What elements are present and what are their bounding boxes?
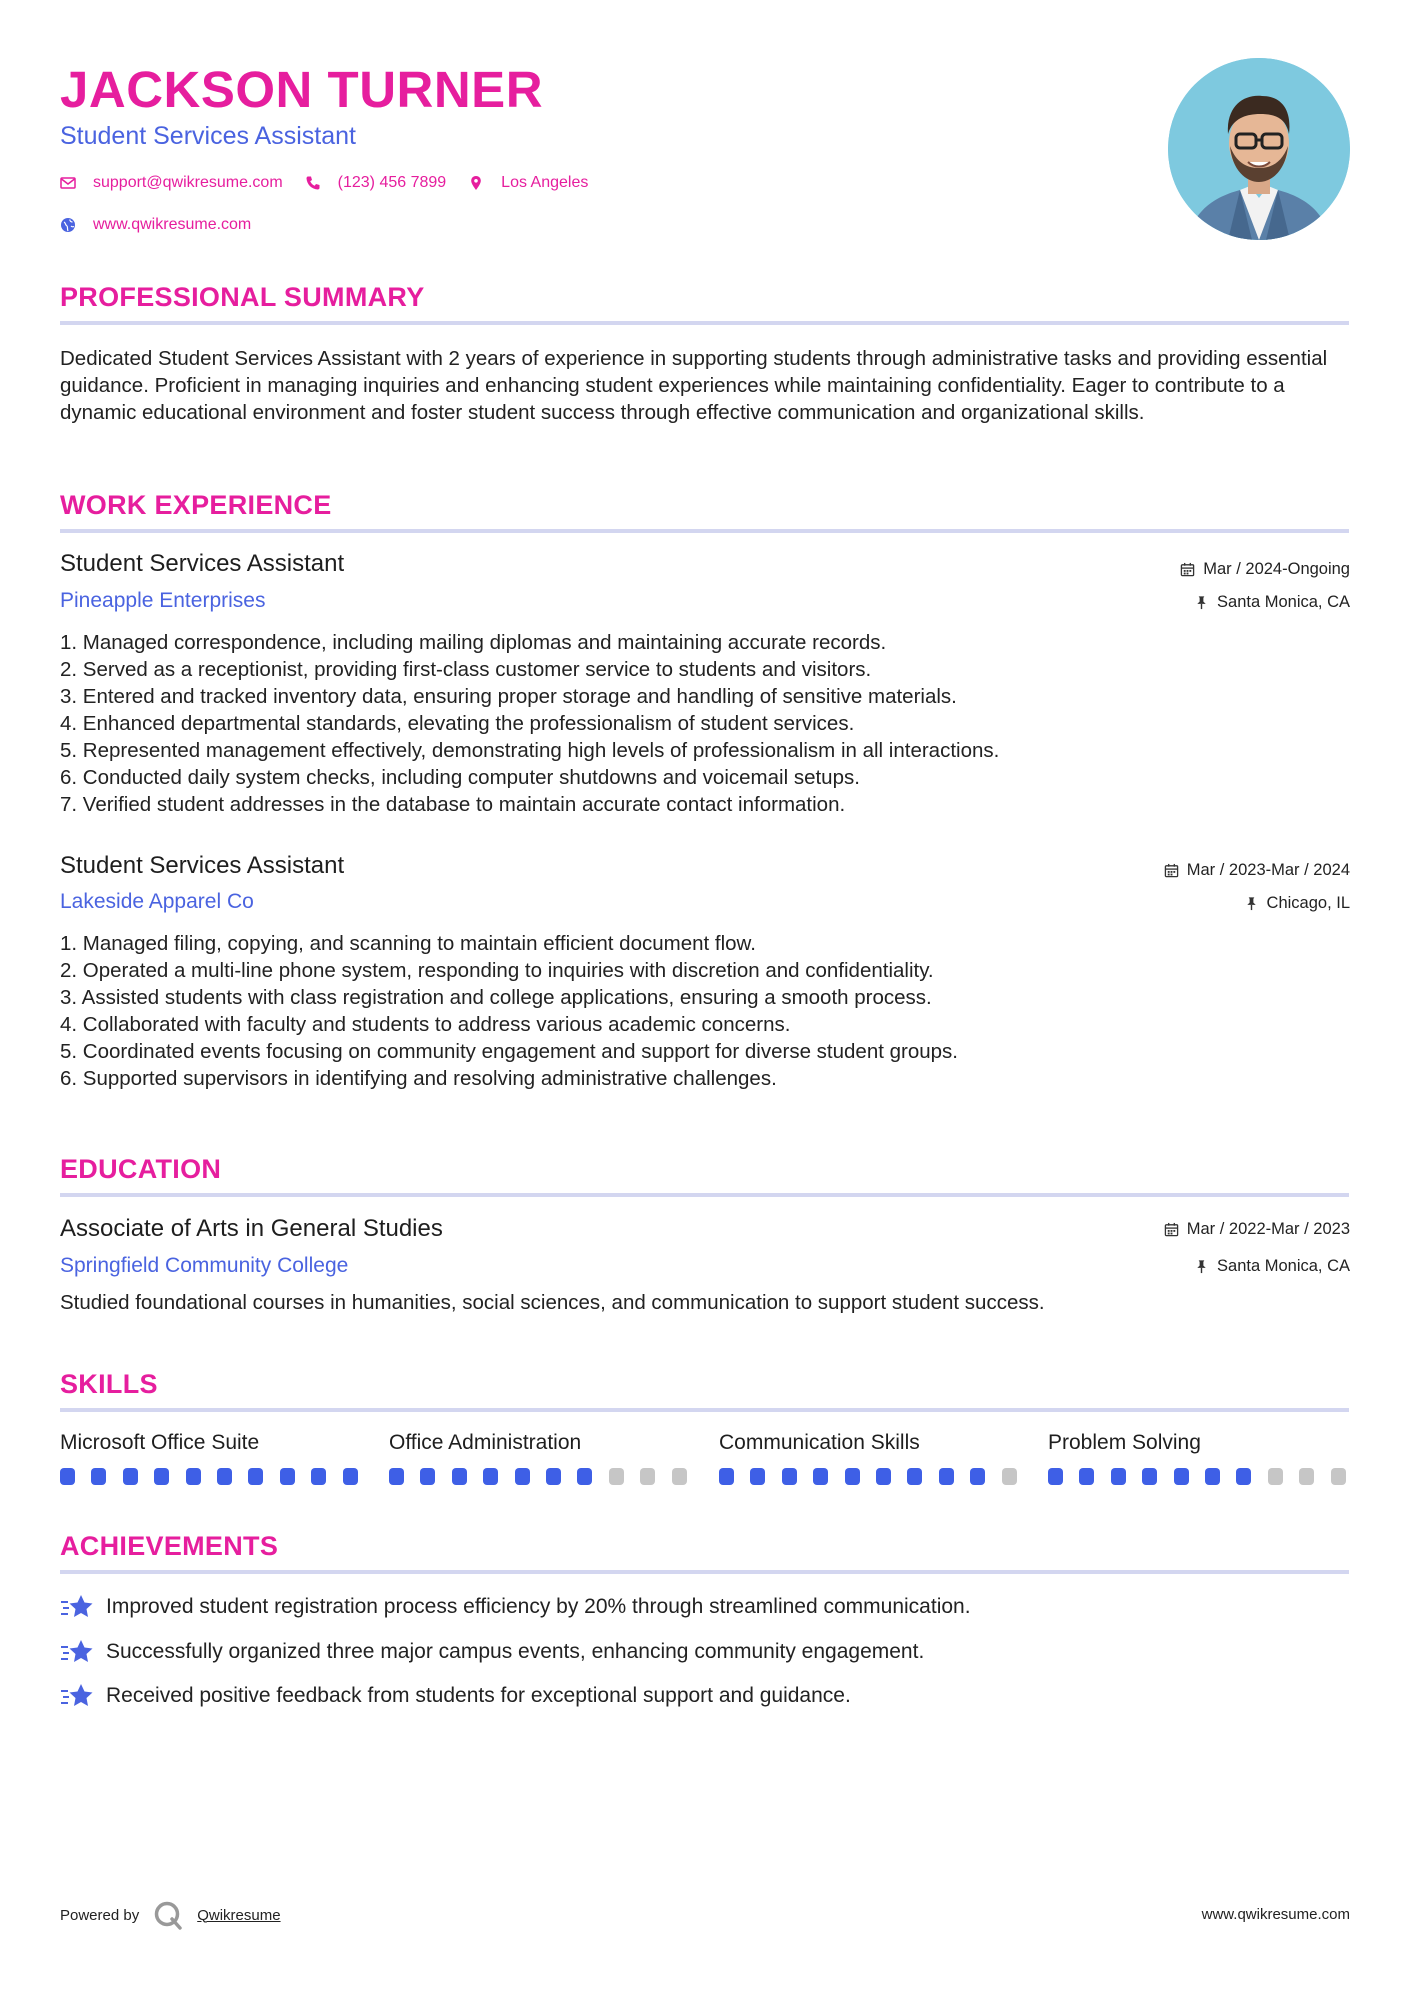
contact-phone[interactable] — [305, 174, 447, 192]
skill-dot-filled — [154, 1468, 169, 1485]
contact-row — [60, 174, 610, 192]
list-item: 6. Supported supervisors in identifying and resolving administrative challenges. — [60, 1067, 777, 1090]
globe-icon — [60, 217, 76, 233]
skill-dot-empty — [1002, 1468, 1017, 1485]
skill-dot-filled — [939, 1468, 954, 1485]
skill-dot-filled — [845, 1468, 860, 1485]
list-item: 2. Served as a receptionist, providing first-class customer service to students and visitors. — [60, 658, 872, 681]
skill-dot-filled — [452, 1468, 467, 1485]
skill-dot-filled — [750, 1468, 765, 1485]
skill-name: Problem Solving — [1048, 1431, 1201, 1454]
star-icon — [60, 1592, 94, 1622]
skill-item — [389, 1430, 689, 1456]
skill-dot-empty — [640, 1468, 655, 1485]
section-divider — [60, 1193, 1349, 1197]
dates-text: Mar / 2023-Mar / 2024 — [1186, 861, 1350, 879]
brand-link[interactable]: Qwikresume — [197, 1906, 281, 1924]
job-location — [1244, 893, 1350, 913]
skill-dot-filled — [311, 1468, 326, 1485]
calendar-icon — [1180, 562, 1195, 577]
job-dates — [1180, 559, 1350, 579]
skill-name: Microsoft Office Suite — [60, 1431, 260, 1454]
company-name: Lakeside Apparel Co — [60, 890, 254, 913]
section-title-education: EDUCATION — [60, 1154, 222, 1184]
skill-dot-filled — [1079, 1468, 1094, 1485]
list-item: 1. Managed correspondence, including mailing diplomas and maintaining accurate records. — [60, 631, 887, 654]
footer-url[interactable]: www.qwikresume.com — [1201, 1906, 1350, 1923]
skill-rating — [719, 1468, 1019, 1486]
school-name: Springfield Community College — [60, 1254, 349, 1277]
summary-text: Dedicated Student Services Assistant with 2 years of experience in supporting students through administrative tasks and providing essential guidance. Proficient in managing inquiries and enhancing student experiences while maintaining confidentiality. Eager to contribute to a dynamic educational environment and foster student success through effective communication and organizational skills. — [60, 347, 1328, 424]
education-description: Studied foundational courses in humanities, social sciences, and communication to support student success. — [60, 1291, 1045, 1314]
section-divider — [60, 529, 1349, 533]
location-text: Los Angeles — [501, 174, 589, 191]
skill-dot-filled — [248, 1468, 263, 1485]
skill-dot-filled — [60, 1468, 75, 1485]
list-item: 4. Collaborated with faculty and students to address various academic concerns. — [60, 1013, 791, 1036]
skill-dot-filled — [1111, 1468, 1126, 1485]
phone-icon — [305, 175, 321, 191]
job-bullets — [60, 629, 1350, 818]
dates-text: Mar / 2022-Mar / 2023 — [1186, 1220, 1350, 1238]
pushpin-icon — [1194, 595, 1209, 610]
skill-dot-empty — [672, 1468, 687, 1485]
skill-rating — [60, 1468, 360, 1486]
skill-name: Office Administration — [389, 1431, 582, 1454]
list-item: 5. Coordinated events focusing on community engagement and support for diverse student groups. — [60, 1040, 958, 1063]
achievement-text: Received positive feedback from students for exceptional support and guidance. — [106, 1684, 851, 1707]
skill-dot-filled — [876, 1468, 891, 1485]
candidate-name: JACKSON TURNER — [60, 61, 544, 118]
skill-dot-filled — [123, 1468, 138, 1485]
contact-row-web — [60, 216, 273, 234]
location-text: Santa Monica, CA — [1217, 1257, 1350, 1275]
section-title-skills: SKILLS — [60, 1369, 158, 1399]
contact-website[interactable] — [60, 216, 251, 234]
skill-dot-filled — [515, 1468, 530, 1485]
skill-dot-filled — [1048, 1468, 1063, 1485]
list-item: 1. Managed filing, copying, and scanning to maintain efficient document flow. — [60, 932, 756, 955]
skill-dot-filled — [782, 1468, 797, 1485]
skill-dot-filled — [91, 1468, 106, 1485]
degree-title: Associate of Arts in General Studies — [60, 1215, 443, 1242]
list-item: 4. Enhanced departmental standards, elevating the professionalism of student services. — [60, 712, 855, 735]
skill-dot-filled — [1236, 1468, 1251, 1485]
skill-dot-filled — [577, 1468, 592, 1485]
skill-dot-empty — [1299, 1468, 1314, 1485]
star-icon — [60, 1681, 94, 1711]
skill-item — [719, 1430, 1019, 1456]
contact-location — [468, 174, 588, 192]
achievement-item — [60, 1681, 851, 1711]
pushpin-icon — [1194, 1259, 1209, 1274]
section-title-summary: PROFESSIONAL SUMMARY — [60, 282, 425, 312]
qwikresume-logo-icon — [153, 1900, 183, 1930]
skill-name: Communication Skills — [719, 1431, 920, 1454]
skill-dot-filled — [970, 1468, 985, 1485]
section-title-achievements: ACHIEVEMENTS — [60, 1531, 279, 1561]
location-text: Santa Monica, CA — [1217, 593, 1350, 611]
education-location — [1194, 1256, 1350, 1276]
pushpin-icon — [1244, 896, 1259, 911]
powered-by-label: Powered by — [60, 1906, 140, 1924]
skill-rating — [1048, 1468, 1348, 1486]
phone-text: (123) 456 7899 — [337, 174, 447, 191]
job-dates — [1164, 860, 1350, 880]
section-divider — [60, 321, 1349, 325]
job-title: Student Services Assistant — [60, 852, 345, 879]
footer-powered-by — [60, 1900, 281, 1930]
company-name: Pineapple Enterprises — [60, 589, 266, 612]
skill-dot-filled — [1174, 1468, 1189, 1485]
skill-dot-filled — [186, 1468, 201, 1485]
website-text: www.qwikresume.com — [93, 216, 252, 233]
email-text: support@qwikresume.com — [93, 174, 283, 191]
skill-dot-filled — [217, 1468, 232, 1485]
list-item: 6. Conducted daily system checks, including computer shutdowns and voicemail setups. — [60, 766, 860, 789]
candidate-role: Student Services Assistant — [60, 122, 356, 150]
location-text: Chicago, IL — [1266, 894, 1350, 912]
list-item: 2. Operated a multi-line phone system, responding to inquiries with discretion and confidentiality. — [60, 959, 934, 982]
skill-dot-filled — [546, 1468, 561, 1485]
skill-dot-filled — [719, 1468, 734, 1485]
skill-rating — [389, 1468, 689, 1486]
map-pin-icon — [468, 175, 484, 191]
envelope-icon — [60, 175, 76, 191]
skill-dot-filled — [1205, 1468, 1220, 1485]
achievement-item — [60, 1637, 924, 1667]
skill-dot-filled — [1142, 1468, 1157, 1485]
skill-item — [60, 1430, 360, 1456]
section-title-experience: WORK EXPERIENCE — [60, 490, 332, 520]
achievement-text: Successfully organized three major campus events, enhancing community engagement. — [106, 1640, 925, 1663]
calendar-icon — [1164, 863, 1179, 878]
skill-dot-filled — [483, 1468, 498, 1485]
profile-photo — [1168, 58, 1350, 240]
job-location — [1194, 592, 1350, 612]
skill-dot-filled — [420, 1468, 435, 1485]
skill-dot-filled — [813, 1468, 828, 1485]
achievement-item — [60, 1592, 971, 1622]
list-item: 3. Entered and tracked inventory data, ensuring proper storage and handling of sensitive materials. — [60, 685, 957, 708]
dates-text: Mar / 2024-Ongoing — [1203, 560, 1350, 578]
star-icon — [60, 1637, 94, 1667]
list-item: 3. Assisted students with class registration and college applications, ensuring a smooth process. — [60, 986, 932, 1009]
achievement-text: Improved student registration process efficiency by 20% through streamlined communication. — [106, 1595, 971, 1618]
list-item: 5. Represented management effectively, demonstrating high levels of professionalism in all interactions. — [60, 739, 1000, 762]
skill-dot-empty — [1331, 1468, 1346, 1485]
skill-dot-filled — [343, 1468, 358, 1485]
skill-dot-filled — [280, 1468, 295, 1485]
skill-dot-empty — [1268, 1468, 1283, 1485]
section-divider — [60, 1408, 1349, 1412]
skill-item — [1048, 1430, 1348, 1456]
list-item: 7. Verified student addresses in the database to maintain accurate contact information. — [60, 793, 846, 816]
calendar-icon — [1164, 1222, 1179, 1237]
job-title: Student Services Assistant — [60, 550, 345, 577]
skill-dot-empty — [609, 1468, 624, 1485]
education-dates — [1164, 1219, 1350, 1239]
skill-dot-filled — [907, 1468, 922, 1485]
section-divider — [60, 1570, 1349, 1574]
contact-email[interactable] — [60, 174, 283, 192]
job-bullets — [60, 930, 1350, 1092]
skill-dot-filled — [389, 1468, 404, 1485]
